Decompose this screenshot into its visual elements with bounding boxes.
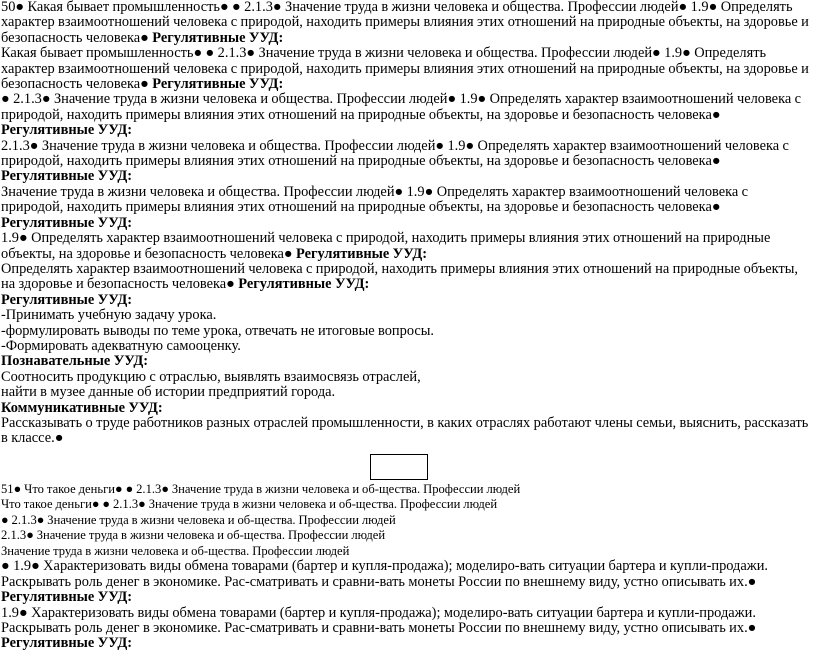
money-line: 2.1.3● Значение труда в жизни человека и об-щества. Профессии людей (1, 528, 386, 543)
paragraph-exchange (1, 559, 813, 605)
regulatory-uud-label: Регулятивные УУД: (1, 122, 133, 139)
regulatory-uud-heading: Регулятивные УУД: (1, 291, 133, 308)
money-line: Что такое деньги● ● 2.1.3● Значение труда в жизни человека и об-щества. Профессии людей (1, 497, 498, 512)
regulatory-uud-label: Регулятивные УУД: (1, 635, 133, 652)
regulatory-uud-label: Регулятивные УУД: (1, 168, 133, 185)
paragraph-bullet-213 (1, 92, 813, 138)
paragraph-text: 2.1.3● Значение труда в жизни человека и общества. Профессии людей● 1.9● Определять характер взаимоотношений человека с природой, находить примеры влияния этих отношений на природные объекты, на здоровье и безопасность человека● (1, 137, 789, 170)
communicative-text: Рассказывать о труде работников разных отраслей промышленности, в каких отраслях работают члены семьи, выяснить, рассказать в классе.● (1, 414, 809, 447)
paragraph-213 (1, 139, 813, 185)
regulatory-uud-label: Регулятивные УУД: (1, 214, 133, 231)
paragraph-text: 1.9● Характеризовать виды обмена товарами (бартер и купля-продажа); моделиро-вать ситуации бартера и купли-продажи. Раскрывать роль денег в экономике. Рас-сматривать и сравни-вать монеты России по внешнему виду, устно описывать их.● (1, 604, 757, 636)
paragraph-text: Определять характер взаимоотношений человека с природой, находить примеры влияния этих отношений на природные объекты, на здоровье и безопасность человека● (1, 260, 799, 293)
cognitive-uud-heading: Познавательные УУД: (1, 353, 149, 370)
regulatory-uud-label: Регулятивные УУД: (238, 276, 370, 293)
paragraph-text: ● 1.9● Характеризовать виды обмена товарами (бартер и купля-продажа); моделиро-вать ситуации бартера и купли-продажи. Раскрывать роль денег в экономике. Рас-сматривать и сравни-вать монеты России по внешнему виду, устно описывать их.● (1, 558, 769, 590)
paragraph-text: 1.9● Определять характер взаимоотношений человека с природой, находить примеры влияния этих отношений на природные объекты, на здоровье и безопасность человека● (1, 230, 771, 262)
paragraph-text: Какая бывает промышленность● ● 2.1.3● Значение труда в жизни человека и общества. Профессии людей● 1.9● Определять характер взаимоотношений человека с природой, находить примеры влияния этих отношений на природные объекты, на здоровье и безопасность человека● (1, 45, 809, 93)
regulatory-uud-label: Регулятивные УУД: (152, 76, 284, 93)
lesson-51-line: 51● Что такое деньги● ● 2.1.3● Значение труда в жизни человека и об-щества. Профессии людей (1, 481, 521, 496)
regulatory-uud-label: Регулятивные УУД: (296, 245, 428, 262)
paragraph-labor-value (1, 185, 813, 231)
regulatory-item: -Формировать адекватную самооценку. (1, 337, 241, 354)
cognitive-item: Соотносить продукцию с отраслью, выявлять взаимосвязь отраслей, (1, 368, 421, 385)
regulatory-item: -формулировать выводы по теме урока, отвечать не итоговые вопросы. (1, 322, 435, 339)
paragraph-text: ● 2.1.3● Значение труда в жизни человека и общества. Профессии людей● 1.9● Определять характер взаимоотношений человека с природой, находить примеры влияния этих отношений на природные объекты, на здоровье и безопасность человека● (1, 91, 802, 123)
money-line: Значение труда в жизни человека и об-щества. Профессии людей (1, 543, 350, 558)
paragraph-industry (1, 46, 813, 92)
paragraph-19 (1, 231, 813, 262)
paragraph-lesson-50 (1, 0, 813, 46)
regulatory-uud-label: Регулятивные УУД: (1, 589, 133, 606)
empty-box (370, 454, 428, 480)
regulatory-uud-label: Регулятивные УУД: (152, 29, 284, 46)
paragraph-determine (1, 262, 813, 293)
paragraph-text: 50● Какая бывает промышленность● ● 2.1.3● Значение труда в жизни человека и общества. Профессии людей● 1.9● Определять характер взаимоотношений человека с природой, находить примеры влияния этих отношений на природные объекты, на здоровье и безопасность человека● (1, 0, 809, 46)
paragraph-text: Значение труда в жизни человека и общества. Профессии людей● 1.9● Определять характер взаимоотношений человека с природой, находить примеры влияния этих отношений на природные объекты, на здоровье и безопасность человека● (1, 183, 749, 216)
regulatory-item: -Принимать учебную задачу урока. (1, 307, 217, 324)
communicative-uud-heading: Коммуникативные УУД: (1, 399, 163, 416)
money-line: ● 2.1.3● Значение труда в жизни человека и об-щества. Профессии людей (1, 512, 396, 527)
cognitive-item: найти в музее данные об истории предприятий города. (1, 384, 336, 401)
paragraph-exchange-19 (1, 606, 813, 652)
